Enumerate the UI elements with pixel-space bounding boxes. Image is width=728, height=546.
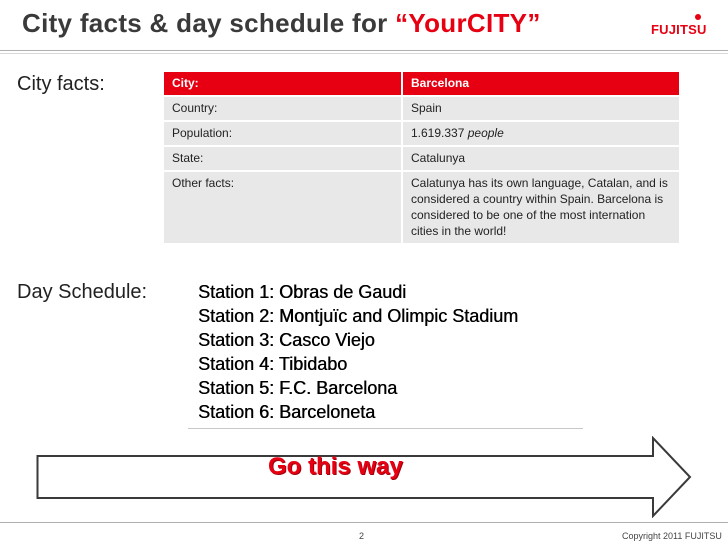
fujitsu-logo: FUJITSU — [651, 22, 707, 37]
schedule-divider — [188, 428, 583, 429]
population-unit: people — [467, 126, 504, 140]
city-facts-table — [164, 72, 679, 245]
table-cell-value: Catalunya — [402, 146, 679, 171]
table-cell-key: Other facts: — [164, 171, 402, 244]
arrow-label: Go this way — [268, 453, 403, 480]
table-cell-key: Population: — [164, 121, 402, 146]
table-cell-value: Calatunya has its own language, Catalan, and is considered a country within Spain. Barcelona is considered to be one of the most internation cities in the world! — [402, 171, 679, 244]
list-item: Station 3: Casco Viejo — [198, 330, 375, 350]
city-facts-label: City facts: — [17, 73, 105, 95]
page-number: 2 — [359, 531, 365, 541]
title-highlight: “YourCITY” — [395, 8, 541, 38]
copyright-notice: Copyright 2011 FUJITSU — [622, 531, 722, 541]
list-item: Station 6: Barceloneta — [198, 402, 376, 422]
table-row — [164, 121, 679, 146]
list-item: Station 1: Obras de Gaudi — [198, 282, 407, 302]
day-schedule-label: Day Schedule: — [17, 281, 148, 303]
station-list — [198, 280, 518, 424]
table-row — [164, 96, 679, 121]
table-cell-key: Country: — [164, 96, 402, 121]
title-divider — [0, 50, 728, 51]
table-cell-key: State: — [164, 146, 402, 171]
footer-divider — [0, 522, 728, 523]
table-row — [164, 171, 679, 244]
logo-dot-icon — [695, 14, 701, 20]
list-item: Station 5: F.C. Barcelona — [198, 378, 398, 398]
page-title — [22, 8, 541, 39]
table-cell-value: Barcelona — [402, 72, 679, 96]
list-item: Station 2: Montjuïc and Olimpic Stadium — [198, 306, 519, 326]
table-cell-key: City: — [164, 72, 402, 96]
population-value: 1.619.337 — [411, 126, 465, 140]
title-divider-secondary — [0, 53, 728, 54]
title-prefix: City facts & day schedule for — [22, 8, 396, 38]
table-header-row — [164, 72, 679, 96]
table-cell-value — [402, 121, 679, 146]
table-row — [164, 146, 679, 171]
list-item: Station 4: Tibidabo — [198, 354, 348, 374]
table-cell-value: Spain — [402, 96, 679, 121]
